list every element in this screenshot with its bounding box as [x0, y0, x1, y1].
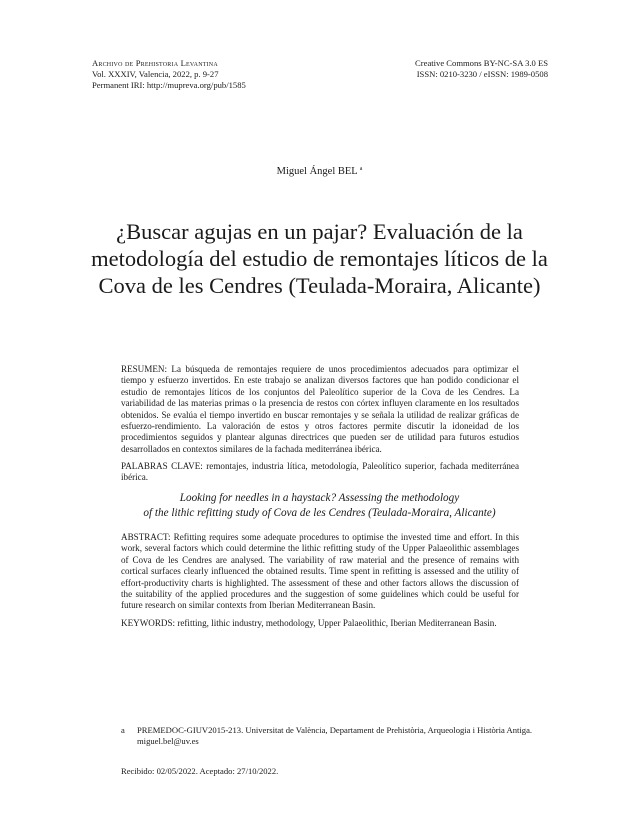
article-title — [70, 218, 569, 299]
license-header — [415, 58, 548, 80]
abstract-paragraph: ABSTRACT: Refitting requires some adequate procedures to optimise the invested time and effort. In this work, several factors which could determine the lithic refitting study of the Upper Palaeolithic assemblages of Cova de les Cendres are analysed. The variability of raw material and the presence of remains with cortical surfaces clearly influenced the obtained results. Time spent in refitting is assessed and the utility of effort-productivity charts is highlighted. The assessment of these and other factors allows the discussion of the suitability of the applied procedures and the suggestion of some guidelines which could be useful for future research on similar contexts from Iberian Mediterranean Basin. — [121, 532, 519, 611]
resumen-paragraph: RESUMEN: La búsqueda de remontajes requiere de unos procedimientos adecuados para optimizar el tiempo y esfuerzo invertidos. En este trabajo se analizan diversos factores que han podido condicionar el estudio de remontajes líticos de los conjuntos del Paleolítico superior de la Cova de les Cendres. La variabilidad de las materias primas o la presencia de restos con córtex influyen claramente en los resultados obtenidos. Se evalúa el tiempo invertido en buscar remontajes y se señala la utilidad de realizar gráficas de esfuerzo-rendimiento. La valoración de estos y otros factores permite discutir la idoneidad de los procedimientos seguidos y plantear algunas directrices que pueden ser de utilidad para futuros estudios desarrollados en contextos similares de la fachada mediterránea ibérica. — [121, 364, 519, 454]
keywords-paragraph: KEYWORDS: refitting, lithic industry, methodology, Upper Palaeolithic, Iberian Mediterranean Basin. — [121, 618, 497, 628]
permanent-iri[interactable]: Permanent IRI: http://mupreva.org/pub/1585 — [92, 80, 246, 90]
affiliation-footnote — [121, 725, 541, 747]
journal-name: Archivo de Prehistoria Levantina — [92, 58, 218, 68]
title-line: Cova de les Cendres (Teulada-Moraira, Alicante) — [98, 273, 541, 298]
english-title-line: Looking for needles in a haystack? Assessing the methodology — [179, 492, 460, 504]
journal-header — [92, 58, 246, 91]
title-line: metodología del estudio de remontajes líticos de la — [91, 246, 548, 271]
palabras-clave-paragraph: PALABRAS CLAVE: remontajes, industria lítica, metodología, Paleolítico superior, fachada mediterránea ibérica. — [121, 461, 519, 483]
title-line: ¿Buscar agujas en un pajar? Evaluación de la — [116, 219, 523, 244]
author-email[interactable]: miguel.bel@uv.es — [137, 736, 199, 746]
footnote-text: PREMEDOC-GIUV2015-213. Universitat de València, Departament de Prehistòria, Arqueologia i Història Antiga. — [137, 725, 533, 735]
footnote-mark: a — [121, 725, 125, 735]
affiliation-mark: a — [359, 166, 363, 172]
issn: ISSN: 0210-3230 / eISSN: 1989-0508 — [416, 69, 548, 79]
english-title — [100, 491, 539, 521]
license: Creative Commons BY-NC-SA 3.0 ES — [415, 58, 548, 68]
author-name: Miguel Ángel BEL — [276, 166, 358, 177]
author-line — [0, 166, 639, 177]
volume-info: Vol. XXXIV, Valencia, 2022, p. 9-27 — [92, 69, 219, 79]
english-title-line: of the lithic refitting study of Cova de les Cendres (Teulada-Moraira, Alicante) — [143, 507, 496, 519]
received-dates: Recibido: 02/05/2022. Aceptado: 27/10/2022. — [121, 766, 279, 776]
